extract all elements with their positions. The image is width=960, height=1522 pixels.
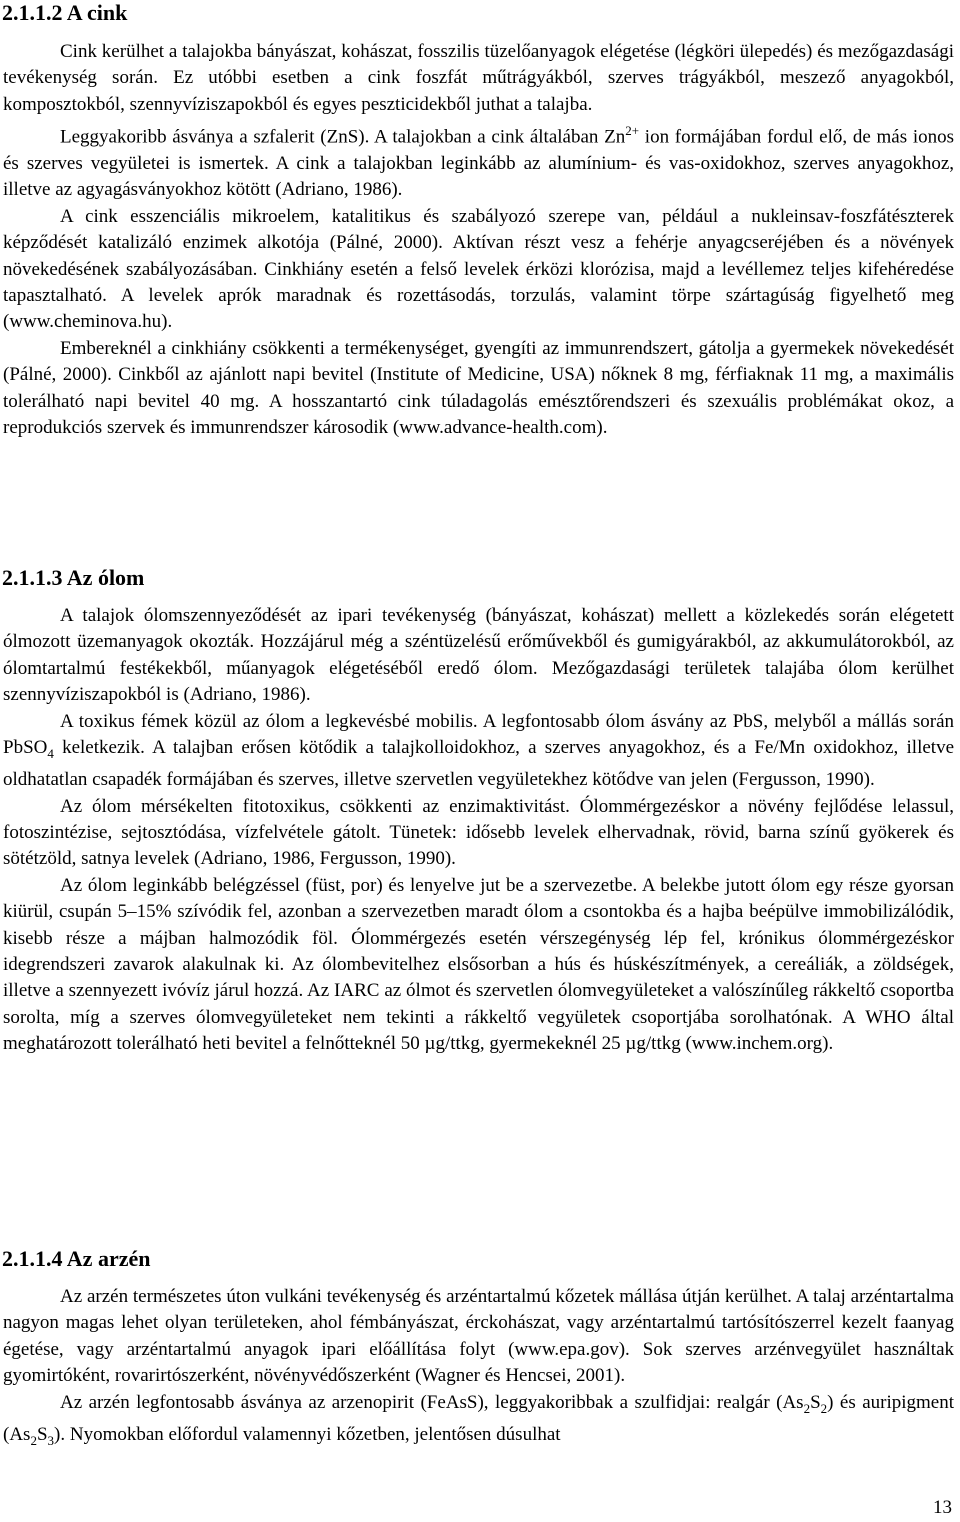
paragraph: A cink esszenciális mikroelem, katalitikus és szabályozó szerepe van, például a nukleinsav-foszfátészterek képződését katalizáló enzimek alkotója (Pálné, 2000). Aktívan részt vesz a fehérje anyagcseréjében és a növények növekedésének szabályozásában. Cinkhiány esetén a felső levelek érközi klorózisa, majd a levéllemez teljes kifehéredése tapasztalható. A levelek aprók maradnak és rozettásodás, torzulás, valamint törpe szártagúság figyelhető meg (www.cheminova.hu). [3, 205, 954, 333]
paragraph: Az ólom leginkább belégzéssel (füst, por) és lenyelve jut be a szervezetbe. A belekbe jutott ólom egy része gyorsan kiürül, csupán 5–15% szívódik fel, azonban a szervezetben maradt ólom a csontokba és a hajba beépülve immobilizálódik, kisebb része a májban halmozódik föl. Ólommérgezés esetén vérszegénység lép fel, krónikus ólommérgezéskor idegrendszeri zavarok alakulnak ki. Az ólombevitelhez elsősorban a hús és húskészítmények, a cereáliák, a zöldségek, illetve a szennyezett ivóvíz járul hozzá. Az IARC az ólmot és szervetlen ólomvegyületeket a valószínűleg rákkeltő csoportba sorolta, míg a szerves ólomvegyületeket nem tekinti a rákkeltő vegyületek csoportjába sorolhatónak. A WHO által meghatározott tolerálható heti bevitel a felnőtteknél 50 µg/ttkg, gyermekeknél 25 µg/ttkg (www.inchem.org). [3, 874, 954, 1055]
superscript: 2+ [625, 123, 640, 139]
paragraph: Az arzén természetes úton vulkáni tevékenység és arzéntartalmú kőzetek mállása útján kerülhet. A talaj arzéntartalma nagyon magas lehet olyan területeken, ahol fémbányászat, érckohászat, vagy arzéntartalmú tartósítószerrel kezelt faanyag égetése, vagy arzéntartalmú anyagok ipari előállítása folyt (www.epa.gov). Sok szerves arzénvegyület használtak gyomirtóként, rovarirtószerként, növényvédőszerként (Wagner és Hencsei, 2001). [3, 1286, 954, 1387]
paragraph: A talajok ólomszennyeződését az ipari tevékenység (bányászat, kohászat) mellett a közlekedés során elégetett ólmozott üzemanyagok okozták. Hozzájárul még a széntüzelésű erőművekből és gumigyárakból, az akkumulátorokból, az ólomtartalmú festékekből, műanyagok elégetéséből eredő ólom. Mezőgazdasági területek talajába ólom kerülhet szennyvíziszapokból is (Adriano, 1986). [3, 605, 954, 706]
section-body-arsenic [0, 1284, 954, 1454]
paragraph [0, 1390, 954, 1454]
page-number: 13 [933, 1497, 952, 1518]
paragraph: Embereknél a cinkhiány csökkenti a termékenységet, gyengíti az immunrendszert, gátolja a gyermekek növekedését (Pálné, 2000). Cinkből az ajánlott napi bevitel (Institute of Medicine, USA) nőknek 8 mg, férfiaknak 11 mg, a maximális tolerálható napi bevitel 40 mg. A hosszantartó cink túladagolás emésztőrendszeri és szexuális problémákat okoz, a reprodukciós szervek és immunrendszer károsodik (www.advance-health.com). [3, 337, 954, 439]
section-heading-lead: 2.1.1.3 Az ólom [2, 565, 145, 590]
subscript: 2 [820, 1400, 828, 1416]
paragraph: Cink kerülhet a talajokba bányászat, kohászat, fosszilis tüzelőanyagok elégetése (légköri ülepedés) és mezőgazdasági tevékenység során. Ez utóbbi esetben a cink foszfát műtrágyákból, szerves trágyákból, meszező anyagokból, komposztokból, szennyvíziszapokból és egyes peszticidekből juthat a talajba. [3, 41, 954, 115]
subscript: 2 [803, 1400, 811, 1416]
text-run: keletkezik. A talajban erősen kötődik a talajkolloidokhoz, a szerves anyagokhoz, és a Fe/Mn oxidokhoz, illetve oldhatatlan csapadék formájában és szerves, illetve szervetlen vegyületekhez kötődve van jelen (Fergusson, 1990). [3, 737, 954, 791]
text-run: A toxikus fémek közül az ólom a legkevésbé mobilis. A legfontosabb ólom ásvány az PbS, melyből a mállás során PbSO [3, 710, 954, 759]
paragraph [0, 709, 954, 794]
section-heading-arsenic: 2.1.1.4 Az arzén [2, 1246, 151, 1271]
text-run: ). Nyomokban előfordul valamennyi kőzetben, jelentősen dúsulhat [54, 1423, 561, 1445]
section-body-lead [0, 603, 954, 1058]
paragraph: Az ólom mérsékelten fitotoxikus, csökkenti az enzimaktivitást. Ólommérgezéskor a növény fejlődése lelassul, fotoszintézise, sejtosztódása, vízfelvétele gátolt. Tünetek: idősebb levelek elhervadnak, rövid, barna színű gyökerek és sötétzöld, satnya levelek (Adriano, 1986, Fergusson, 1990). [3, 795, 954, 870]
text-run: S [36, 1423, 48, 1445]
text-run: Az arzén legfontosabb ásványa az arzenopirit (FeAsS), leggyakoribbak a szulfidjai: realgár (As [60, 1391, 804, 1413]
text-run: ion formájában fordul elő, de más ionos és szerves vegyületei is ismertek. A cink a talajokban leginkább az alumínium- és vas-oxidokhoz, szerves anyagokhoz, illetve az agyagásványokhoz kötött (Adriano, 1986). [3, 126, 955, 201]
section-body-zinc [0, 39, 954, 441]
text-run: S [810, 1391, 821, 1413]
text-run: Leggyakoribb ásványa a szfalerit (ZnS). A talajokban a cink általában Zn [60, 126, 626, 148]
text-run: ) és auripigment (As [3, 1391, 954, 1445]
subscript: 4 [47, 745, 54, 761]
paragraph [0, 118, 954, 204]
subscript: 2 [30, 1432, 37, 1448]
subscript: 3 [47, 1432, 55, 1448]
section-heading-zinc: 2.1.1.2 A cink [2, 0, 128, 25]
